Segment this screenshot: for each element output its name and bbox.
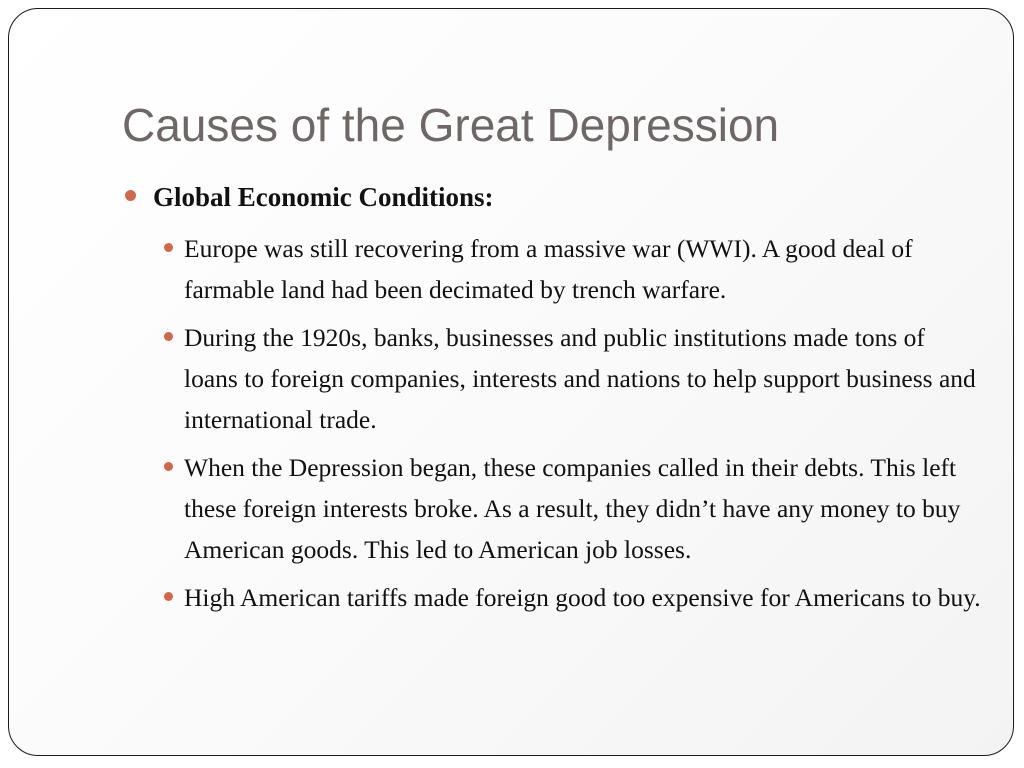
sub-bullet-item <box>184 317 984 440</box>
slide <box>8 8 1014 756</box>
bullet-dot-icon <box>125 190 136 201</box>
bullet-dot-icon <box>164 332 173 341</box>
sub-bullet-text: High American tariffs made foreign good too expensive for Americans to buy. <box>184 583 981 612</box>
sub-bullet-item <box>184 447 984 570</box>
sub-bullet-list <box>184 228 984 625</box>
bullet-dot-icon <box>164 243 173 252</box>
sub-bullet-text: Europe was still recovering from a massive war (WWI). A good deal of farmable land had been decimated by trench warfare. <box>184 234 913 304</box>
sub-bullet-text: During the 1920s, banks, businesses and public institutions made tons of loans to foreign companies, interests and nations to help support business and international trade. <box>184 323 976 434</box>
heading-bullet <box>153 177 973 217</box>
sub-bullet-text: When the Depression began, these companies called in their debts. This left these foreign interests broke. As a result, they didn’t have any money to buy American goods. This led to American job losses. <box>184 453 961 564</box>
slide-title: Causes of the Great Depression <box>122 99 780 151</box>
sub-bullet-item <box>184 228 984 310</box>
heading-text: Global Economic Conditions: <box>153 182 494 212</box>
bullet-dot-icon <box>164 462 173 471</box>
bullet-dot-icon <box>164 592 173 601</box>
sub-bullet-item <box>184 577 984 618</box>
